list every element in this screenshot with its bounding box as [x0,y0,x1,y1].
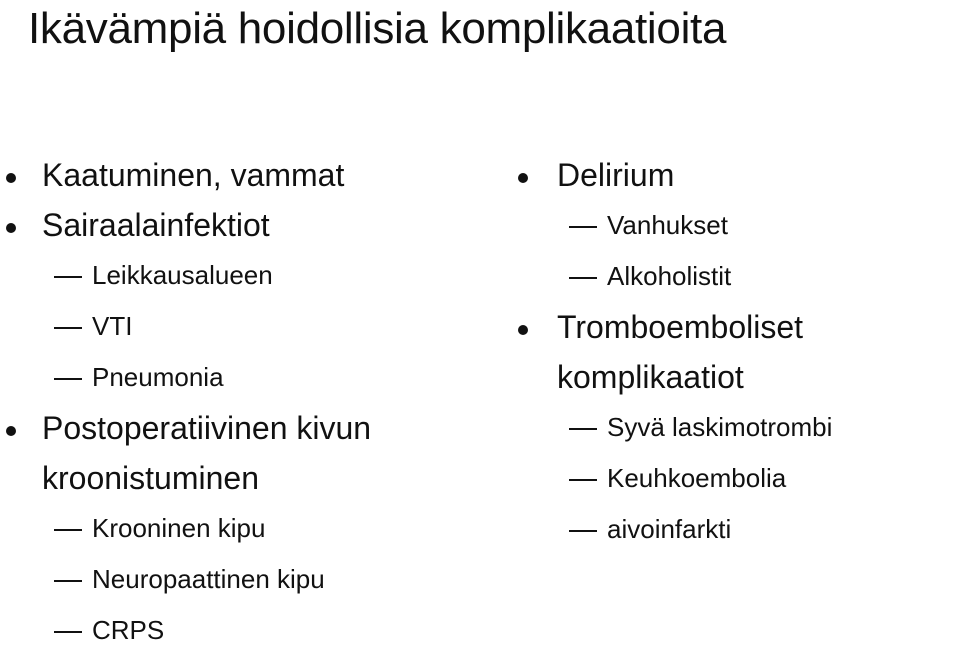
sub-text: Alkoholistit [607,261,732,291]
bullet-dot-icon [518,173,528,183]
left-column [0,150,480,656]
sub-text: Pneumonia [92,362,224,392]
slide-title: Ikävämpiä hoidollisia komplikaatioita [28,4,727,53]
dash-icon [54,276,82,278]
dash-icon [54,631,82,633]
dash-icon [569,226,597,228]
bullet-text-line1: Tromboemboliset [557,309,804,345]
dash-icon [54,529,82,531]
sub-item [512,504,960,555]
sub-item [0,554,480,605]
bullet-item [0,150,480,200]
sub-item [0,250,480,301]
bullet-text: Sairaalainfektiot [42,207,270,243]
dash-icon [54,378,82,380]
bullet-text-line2: komplikaatiot [557,359,744,395]
bullet-item [0,200,480,250]
sub-text: Keuhkoembolia [607,463,787,493]
sub-item [0,301,480,352]
sub-text: Krooninen kipu [92,513,266,543]
sub-text: aivoinfarkti [607,514,732,544]
dash-icon [54,580,82,582]
sub-item [0,503,480,554]
sub-text: Neuropaattinen kipu [92,564,325,594]
bullet-item [512,302,960,402]
bullet-dot-icon [6,173,16,183]
dash-icon [569,277,597,279]
dash-icon [569,479,597,481]
right-column [512,150,960,555]
sub-text: Leikkausalueen [92,260,273,290]
sub-text: Syvä laskimotrombi [607,412,833,442]
dash-icon [569,428,597,430]
bullet-dot-icon [518,325,528,335]
bullet-dot-icon [6,426,16,436]
bullet-dot-icon [6,223,16,233]
bullet-item [0,403,480,503]
bullet-text: Kaatuminen, vammat [42,157,345,193]
sub-item [512,251,960,302]
sub-text: CRPS [92,615,165,645]
sub-text: Vanhukset [607,210,728,240]
dash-icon [569,530,597,532]
sub-item [0,605,480,656]
sub-item [0,352,480,403]
bullet-text: Delirium [557,157,675,193]
sub-item [512,453,960,504]
bullet-text-line1: Postoperatiivinen kivun [42,410,372,446]
sub-text: VTI [92,311,133,341]
sub-item [512,200,960,251]
bullet-text-line2: kroonistuminen [42,460,259,496]
bullet-item [512,150,960,200]
sub-item [512,402,960,453]
dash-icon [54,327,82,329]
